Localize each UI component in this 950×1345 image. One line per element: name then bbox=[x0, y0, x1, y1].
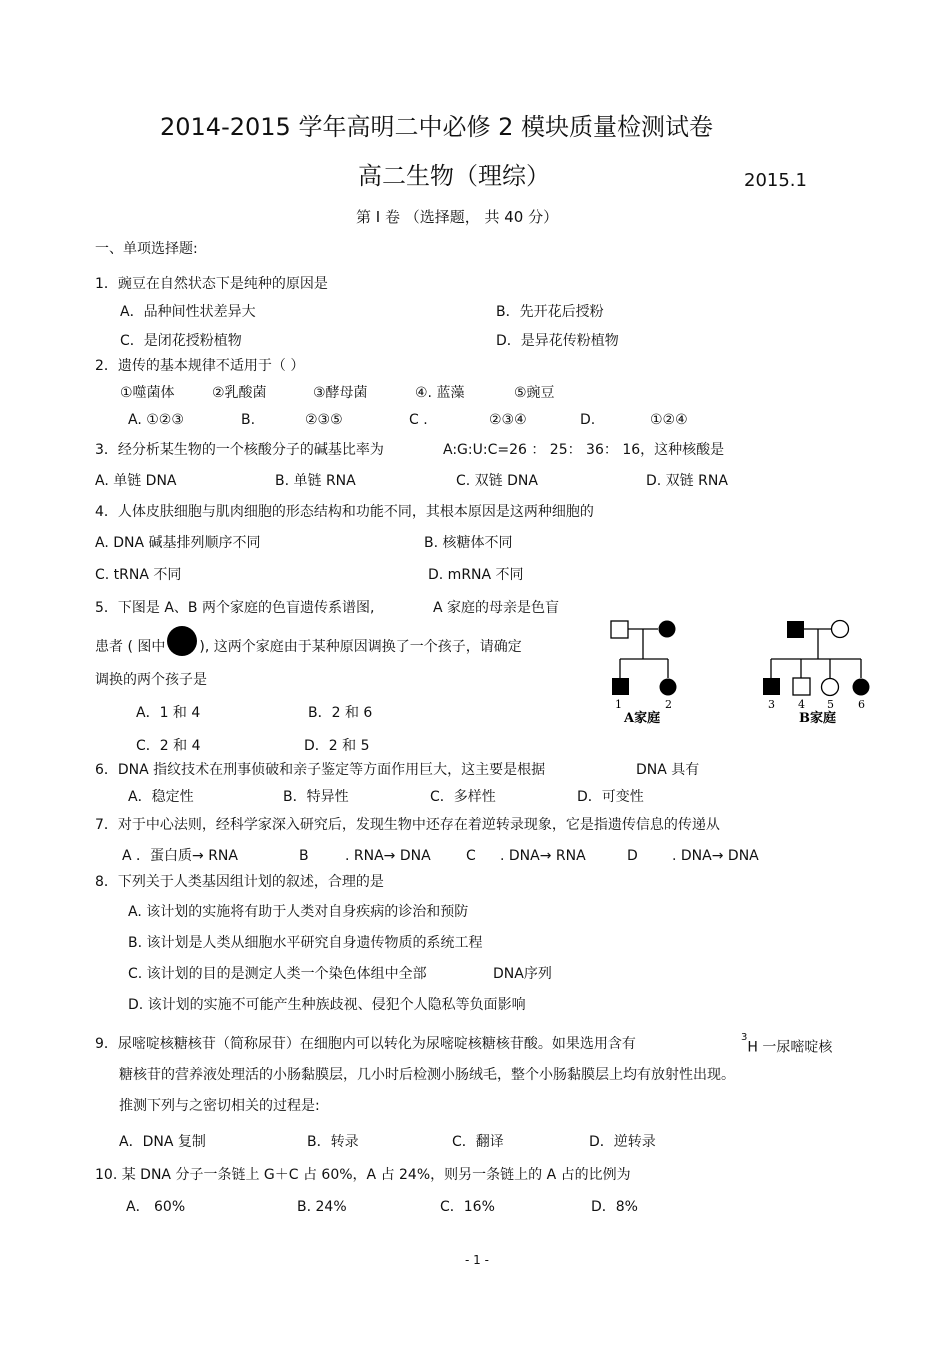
q4-option-b: B. 核糖体不同 bbox=[424, 535, 513, 551]
page-number: - 1 - bbox=[465, 1253, 489, 1267]
q5-option-a: A．1 和 4 bbox=[136, 705, 201, 721]
family-a-mother bbox=[659, 621, 676, 638]
q9-option-c: C．翻译 bbox=[452, 1134, 504, 1150]
family-b-child-5 bbox=[822, 679, 839, 696]
q7-option-d: . DNA→ DNA bbox=[672, 848, 759, 864]
q5-stem-line2 bbox=[95, 638, 522, 656]
pedigree-num-1: 1 bbox=[615, 698, 622, 711]
q4-option-a: A. DNA 碱基排列顺序不同 bbox=[95, 535, 261, 551]
q2-item-5: ⑤豌豆 bbox=[514, 385, 555, 401]
exam-date: 2015.1 bbox=[744, 170, 807, 191]
q2-option-a: A. ①②③ bbox=[128, 412, 184, 428]
exam-subtitle: 高二生物（理综） bbox=[358, 162, 550, 190]
q6-option-c: C．多样性 bbox=[430, 789, 496, 805]
pedigree-num-6: 6 bbox=[858, 698, 865, 711]
q10-option-d: D．8% bbox=[591, 1199, 638, 1215]
q10-option-a: A． 60% bbox=[126, 1199, 186, 1215]
q2-item-2: ②乳酸菌 bbox=[212, 385, 267, 401]
q6-option-b: B．特异性 bbox=[283, 789, 349, 805]
q6-stem: 6．DNA 指纹技术在刑事侦破和亲子鉴定等方面作用巨大，这主要是根据 bbox=[95, 762, 546, 778]
family-a-label: A家庭 bbox=[624, 711, 661, 726]
q5-stem-line1b: A 家庭的母亲是色盲 bbox=[433, 600, 560, 616]
q6-option-a: A．稳定性 bbox=[128, 789, 194, 805]
q7-option-d-label: D bbox=[627, 848, 638, 864]
q2-option-d: ①②④ bbox=[650, 412, 688, 428]
q2-option-c-label: C . bbox=[409, 412, 428, 428]
q8-stem: 8．下列关于人类基因组计划的叙述，合理的是 bbox=[95, 874, 384, 890]
q4-option-c: C. tRNA 不同 bbox=[95, 567, 182, 583]
q1-stem: 1．豌豆在自然状态下是纯种的原因是 bbox=[95, 276, 328, 292]
filled-circle-icon bbox=[167, 626, 197, 656]
q2-option-c: ②③④ bbox=[489, 412, 527, 428]
q2-option-b-label: B. bbox=[241, 412, 256, 428]
q8-option-c: C. 该计划的目的是测定人类一个染色体组中全部 bbox=[128, 966, 427, 982]
q8-option-d: D. 该计划的实施不可能产生种族歧视、侵犯个人隐私等负面影响 bbox=[128, 997, 526, 1013]
q3-option-c: C. 双链 DNA bbox=[456, 473, 538, 489]
family-a-child-1 bbox=[612, 678, 629, 695]
q7-option-b: . RNA→ DNA bbox=[345, 848, 431, 864]
q3-ratio: A:G:U:C=26 ： 25： 36： 16，这种核酸是 bbox=[443, 442, 725, 458]
q2-item-4: ④. 蓝藻 bbox=[415, 385, 465, 401]
pedigree-diagram bbox=[600, 612, 880, 732]
q7-option-c: . DNA→ RNA bbox=[500, 848, 586, 864]
q7-stem: 7．对于中心法则，经科学家深入研究后，发现生物中还存在着逆转录现象，它是指遗传信息的传递从 bbox=[95, 817, 720, 833]
q7-option-b-label: B bbox=[299, 848, 309, 864]
q5-stem-line3: 调换的两个孩子是 bbox=[95, 672, 207, 688]
pedigree-num-4: 4 bbox=[798, 698, 805, 711]
q5-stem-line2a: 患者 ( 图中 bbox=[95, 639, 166, 655]
q6-option-d: D．可变性 bbox=[577, 789, 644, 805]
q3-option-a: A. 单链 DNA bbox=[95, 473, 177, 489]
q9-stem-line1: 9．尿嘧啶核糖核苷（简称尿苷）在细胞内可以转化为尿嘧啶核糖核苷酸。如果选用含有 bbox=[95, 1036, 636, 1052]
q7-option-a: A ．蛋白质→ RNA bbox=[122, 848, 238, 864]
q5-stem-line1: 5．下图是 A、B 两个家庭的色盲遗传系谱图, bbox=[95, 600, 375, 616]
family-b-child-3 bbox=[763, 678, 780, 695]
q5-option-b: B．2 和 6 bbox=[308, 705, 373, 721]
q3-option-d: D. 双链 RNA bbox=[646, 473, 728, 489]
q4-option-d: D. mRNA 不同 bbox=[428, 567, 524, 583]
family-b-child-4 bbox=[793, 678, 810, 695]
pedigree-num-2: 2 bbox=[665, 698, 672, 711]
q1-option-b: B．先开花后授粉 bbox=[496, 304, 604, 320]
q2-stem: 2．遗传的基本规律不适用于（ ） bbox=[95, 358, 305, 374]
q3-option-b: B. 单链 RNA bbox=[275, 473, 356, 489]
q7-option-c-label: C bbox=[466, 848, 476, 864]
q9-stem-line1b bbox=[741, 1032, 833, 1057]
q1-option-d: D．是异花传粉植物 bbox=[496, 333, 619, 349]
q1-option-c: C．是闭花授粉植物 bbox=[120, 333, 242, 349]
q5-stem-line2b: ), 这两个家庭由于某种原因调换了一个孩子，请确定 bbox=[199, 639, 522, 655]
family-b-child-6 bbox=[853, 679, 870, 696]
q9-superscript: 3 bbox=[741, 1032, 748, 1043]
q6-stem-b: DNA 具有 bbox=[636, 762, 700, 778]
q8-option-b: B. 该计划是人类从细胞水平研究自身遗传物质的系统工程 bbox=[128, 935, 483, 951]
family-a-child-2 bbox=[660, 679, 677, 696]
q10-stem: 10. 某 DNA 分子一条链上 G＋C 占 60%，A 占 24%，则另一条链上的 A 占的比例为 bbox=[95, 1167, 631, 1183]
q10-option-c: C．16% bbox=[440, 1199, 495, 1215]
pedigree-num-3: 3 bbox=[768, 698, 775, 711]
q2-option-d-label: D. bbox=[580, 412, 596, 428]
q9-stem-line2: 糖核苷的营养液处理活的小肠黏膜层，几小时后检测小肠绒毛，整个小肠黏膜层上均有放射性出现。 bbox=[119, 1067, 735, 1083]
family-b-label: B家庭 bbox=[799, 711, 836, 726]
q4-stem: 4．人体皮肤细胞与肌肉细胞的形态结构和功能不同，其根本原因是这两种细胞的 bbox=[95, 504, 594, 520]
q9-option-b: B．转录 bbox=[307, 1134, 359, 1150]
q5-option-c: C．2 和 4 bbox=[136, 738, 201, 754]
q2-option-b: ②③⑤ bbox=[305, 412, 343, 428]
q9-option-a: A．DNA 复制 bbox=[119, 1134, 206, 1150]
q2-item-3: ③酵母菌 bbox=[313, 385, 368, 401]
exam-title: 2014-2015 学年高明二中必修 2 模块质量检测试卷 bbox=[160, 113, 713, 141]
pedigree-num-5: 5 bbox=[827, 698, 834, 711]
family-a-father bbox=[611, 621, 628, 638]
family-b-father bbox=[787, 621, 804, 638]
q9-stem-line3: 推测下列与之密切相关的过程是: bbox=[119, 1098, 320, 1114]
q3-stem: 3．经分析某生物的一个核酸分子的碱基比率为 bbox=[95, 442, 384, 458]
q9-option-d: D．逆转录 bbox=[589, 1134, 656, 1150]
q5-option-d: D．2 和 5 bbox=[304, 738, 370, 754]
q8-option-c2: DNA序列 bbox=[493, 966, 552, 982]
q2-item-1: ①噬菌体 bbox=[120, 385, 175, 401]
part-heading: 一、单项选择题: bbox=[95, 241, 198, 257]
q8-option-a: A. 该计划的实施将有助于人类对自身疾病的诊治和预防 bbox=[128, 904, 469, 920]
q1-option-a: A．品种间性状差异大 bbox=[120, 304, 256, 320]
q10-option-b: B. 24% bbox=[297, 1199, 347, 1215]
pedigree-lines bbox=[620, 629, 861, 678]
section-heading: 第 I 卷 （选择题， 共 40 分） bbox=[356, 208, 559, 226]
family-b-mother bbox=[832, 621, 849, 638]
q9-stem-line1c: H 一尿嘧啶核 bbox=[747, 1039, 833, 1056]
